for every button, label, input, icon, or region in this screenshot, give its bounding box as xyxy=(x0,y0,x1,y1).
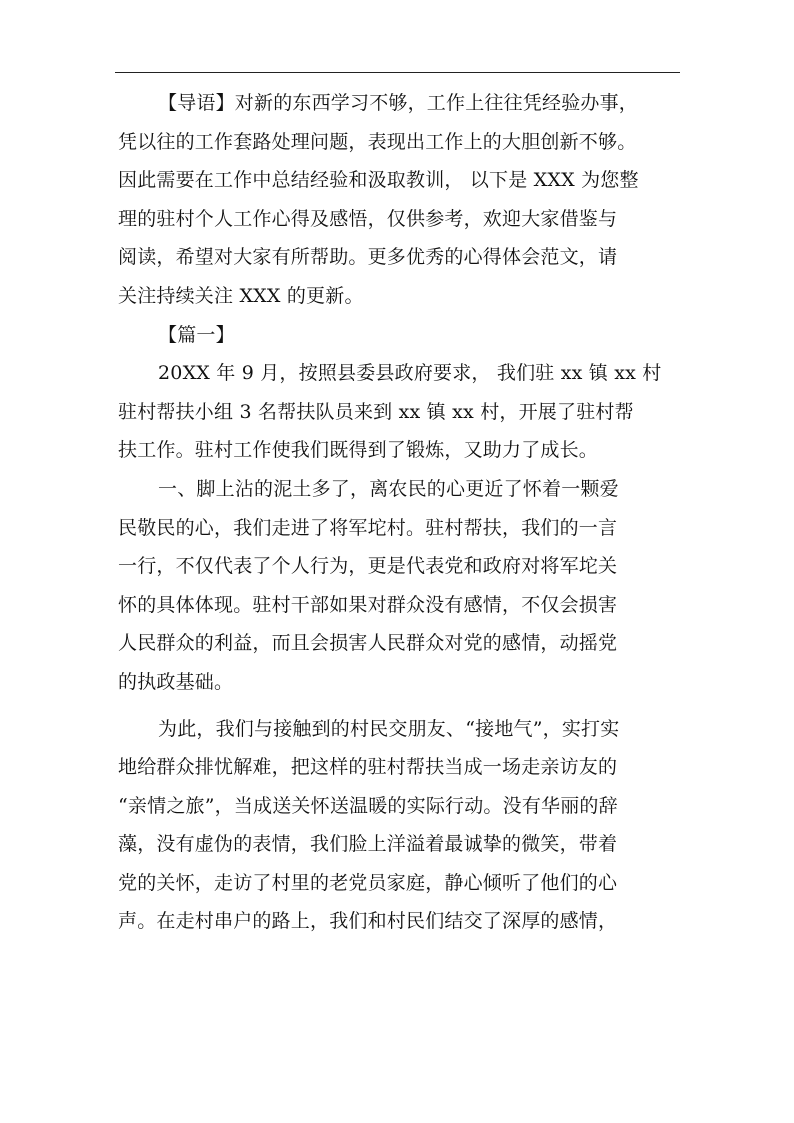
paragraph-line: 的执政基础。 xyxy=(118,670,234,693)
paragraph-line: “亲情之旅”，当成送关怀送温暖的实际行动。没有华丽的辞 xyxy=(118,794,618,817)
paragraph-line: 为此，我们与接触到的村民交朋友、“接地气”，实打实 xyxy=(158,717,620,740)
paragraph-line: 党的关怀，走访了村里的老党员家庭，静心倾听了他们的心 xyxy=(118,871,618,894)
intro-line: 【导语】对新的东西学习不够，工作上往往凭经验办事， xyxy=(158,92,639,114)
paragraph-line: 声。在走村串户的路上，我们和村民们结交了深厚的感情， xyxy=(118,910,618,933)
intro-line: 因此需要在工作中总结经验和汲取教训， 以下是 XXX 为您整 xyxy=(118,169,639,192)
paragraph-line: 人民群众的利益，而且会损害人民群众对党的感情，动摇党 xyxy=(118,632,618,655)
paragraph-gap xyxy=(118,702,678,710)
paragraph-line: 怀的具体体现。驻村干部如果对群众没有感情，不仅会损害 xyxy=(118,593,618,616)
paragraph-line: 20XX 年 9 月，按照县委县政府要求， 我们驻 xx 镇 xx 村 xyxy=(158,362,662,385)
paragraph-line: 一、脚上沾的泥土多了，离农民的心更近了怀着一颗爱 xyxy=(158,477,619,500)
intro-line: 凭以往的工作套路处理问题，表现出工作上的大胆创新不够。 xyxy=(118,130,637,153)
paragraph-line: 一行，不仅代表了个人行为，更是代表党和政府对将军坨关 xyxy=(118,555,618,578)
header-rule xyxy=(115,72,680,73)
intro-line: 关注持续关注 XXX 的更新。 xyxy=(118,284,364,307)
intro-line: 阅读，希望对大家有所帮助。更多优秀的心得体会范文，请 xyxy=(118,246,618,269)
paragraph-line: 扶工作。驻村工作使我们既得到了锻炼，又助力了成长。 xyxy=(118,439,599,462)
paragraph-line: 藻，没有虚伪的表情，我们脸上洋溢着最诚挚的微笑，带着 xyxy=(118,833,618,856)
intro-line: 理的驻村个人工作心得及感悟，仅供参考，欢迎大家借鉴与 xyxy=(118,207,618,230)
paragraph-line: 民敬民的心，我们走进了将军坨村。驻村帮扶，我们的一言 xyxy=(118,516,618,539)
section-title: 【篇一】 xyxy=(158,323,235,346)
document-body xyxy=(118,84,678,941)
paragraph-line: 驻村帮扶小组 3 名帮扶队员来到 xx 镇 xx 村，开展了驻村帮 xyxy=(118,400,634,423)
paragraph-line: 地给群众排忧解难，把这样的驻村帮扶当成一场走亲访友的 xyxy=(118,756,618,779)
